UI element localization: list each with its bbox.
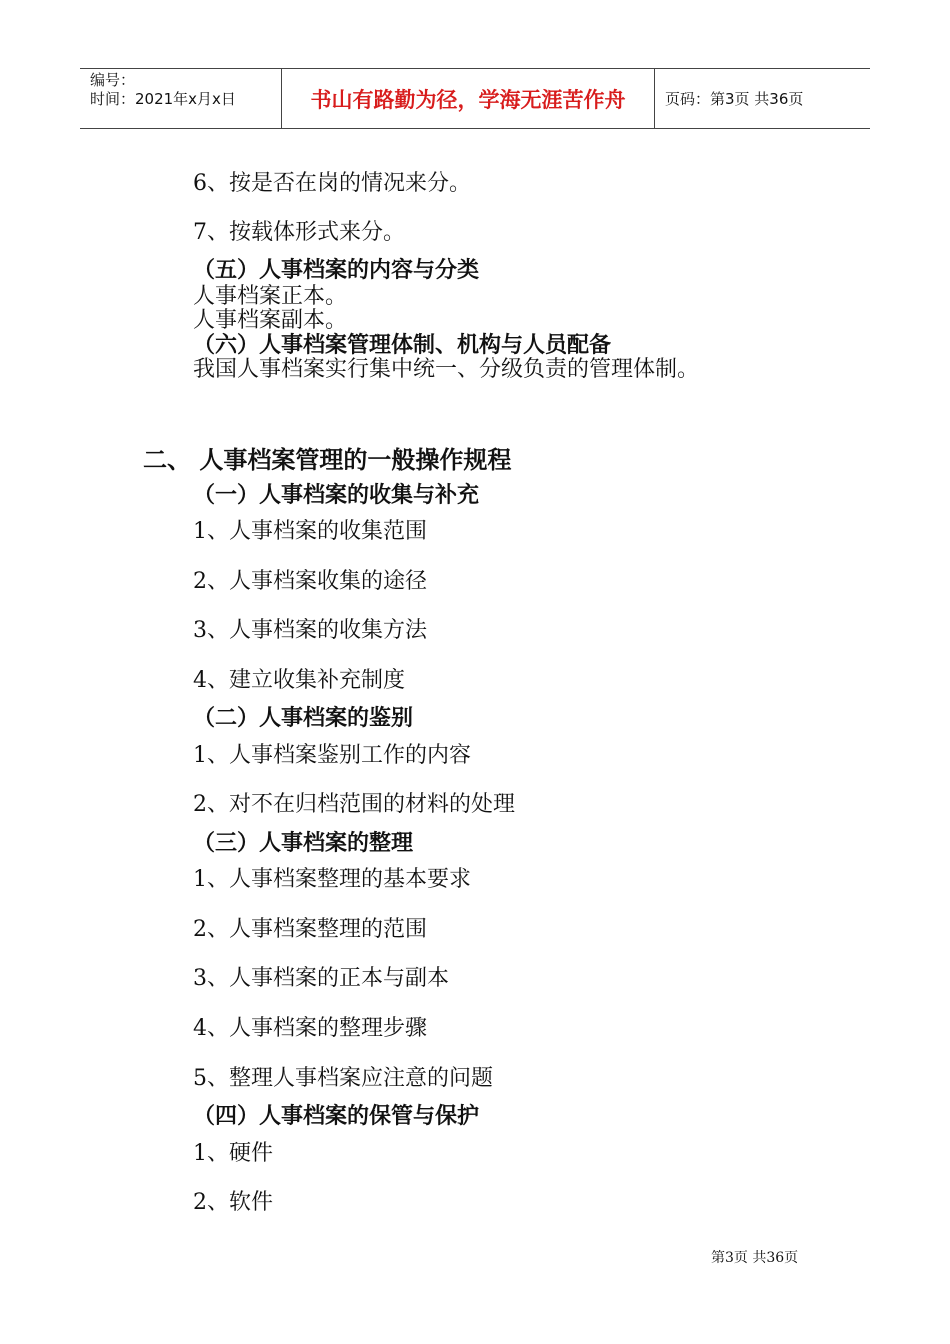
list-item: 1、人事档案整理的基本要求 <box>193 867 471 892</box>
list-item: 5、整理人事档案应注意的问题 <box>193 1066 493 1091</box>
chapter-heading: 二、 人事档案管理的一般操作规程 <box>143 446 512 474</box>
list-item: 2、人事档案整理的范围 <box>193 917 427 942</box>
header-meta <box>80 69 282 128</box>
list-item: 1、硬件 <box>193 1141 273 1166</box>
section-heading: （二）人事档案的鉴别 <box>193 706 414 731</box>
list-item: 7、按载体形式来分。 <box>193 220 405 245</box>
list-item: 6、按是否在岗的情况来分。 <box>193 171 471 196</box>
page-header <box>80 68 870 129</box>
paragraph: 人事档案副本。 <box>193 308 348 333</box>
list-item: 1、人事档案的收集范围 <box>193 519 427 544</box>
paragraph: 人事档案正本。 <box>193 284 348 309</box>
header-motto: 书山有路勤为径，学海无涯苦作舟 <box>282 69 655 128</box>
section-heading: （五）人事档案的内容与分类 <box>193 258 480 283</box>
list-item: 4、建立收集补充制度 <box>193 668 405 693</box>
section-heading: （四）人事档案的保管与保护 <box>193 1104 480 1129</box>
list-item: 3、人事档案的收集方法 <box>193 618 427 643</box>
list-item: 2、对不在归档范围的材料的处理 <box>193 792 515 817</box>
paragraph: 我国人事档案实行集中统一、分级负责的管理体制。 <box>193 357 700 382</box>
list-item: 2、软件 <box>193 1190 273 1215</box>
list-item: 2、人事档案收集的途径 <box>193 569 427 594</box>
footer-page-number: 第3页 共36页 <box>711 1250 799 1266</box>
header-page-number: 页码：第3页 共36页 <box>665 90 804 108</box>
doc-time-label: 时间：2021年x月x日 <box>90 90 236 108</box>
list-item: 3、人事档案的正本与副本 <box>193 966 449 991</box>
list-item: 1、人事档案鉴别工作的内容 <box>193 743 471 768</box>
section-heading: （三）人事档案的整理 <box>193 831 414 856</box>
doc-number-label: 编号： <box>90 71 136 89</box>
section-heading: （一）人事档案的收集与补充 <box>193 483 480 508</box>
list-item: 4、人事档案的整理步骤 <box>193 1016 427 1041</box>
section-heading: （六）人事档案管理体制、机构与人员配备 <box>193 333 612 358</box>
